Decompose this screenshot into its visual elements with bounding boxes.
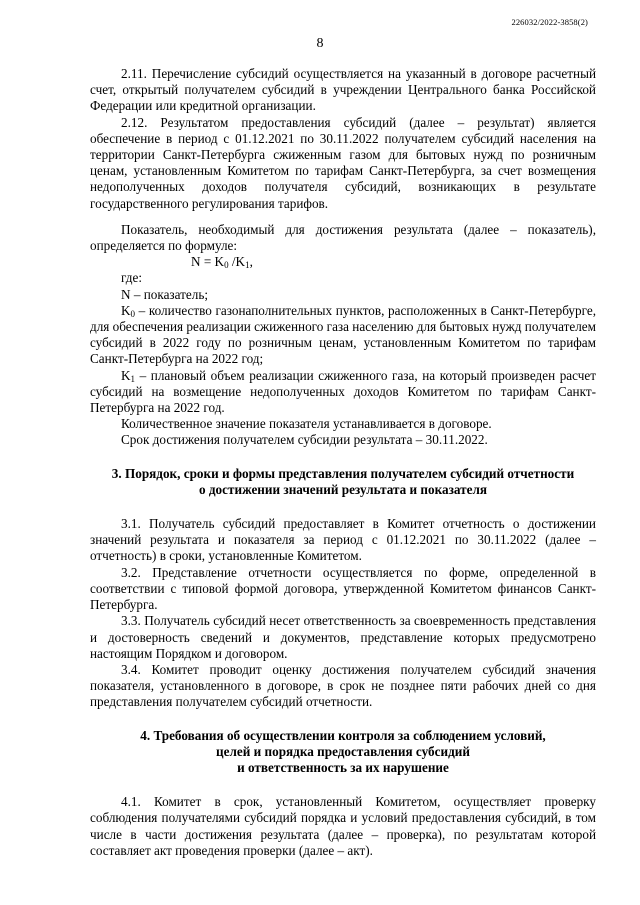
deadline-statement: Срок достижения получателем субсидии результата – 30.11.2022. (121, 432, 488, 448)
section-3-title (90, 466, 596, 498)
formula-end: , (249, 254, 253, 270)
k1-text: – плановый объем реализации сжиженного газа, на который произведен расчет субсидий на возмещение недополученных доходов Комитетом по тарифам Санкт-Петербурга на 2022 год. (90, 367, 596, 416)
section-4-title-line-1: 4. Требования об осуществлении контроля за соблюдением условий, (140, 727, 546, 743)
k1-letter: K (121, 367, 131, 383)
section-4-title-line-3: и ответственность за их нарушение (237, 759, 449, 775)
section-4-title (90, 728, 596, 777)
k0-subscript: 0 (130, 308, 136, 319)
k0-definition (90, 303, 596, 368)
formula-mid: /K (228, 254, 246, 270)
indicator-intro: Показатель, необходимый для достижения результата (далее – показатель), определяется по формуле: (90, 221, 596, 254)
k1-definition (90, 368, 596, 417)
formula-sub-0: 0 (224, 260, 229, 271)
paragraph-3-2: 3.2. Представление отчетности осуществляется по форме, определенной в соответствии с типовой формой договора, утвержденной Комитетом финансов Санкт-Петербурга. (90, 564, 596, 613)
section-4-title-line-2: целей и порядка предоставления субсидий (216, 743, 470, 759)
n-definition: N – показатель; (121, 286, 209, 302)
paragraph-2-11: 2.11. Перечисление субсидий осуществляется на указанный в договоре расчетный счет, открытый получателем субсидий в учреждении Центрального банка Российской Федерации или кредитной организации. (90, 66, 596, 114)
paragraph-3-3: 3.3. Получатель субсидий несет ответственность за своевременность представления и достоверность сведений и документов, представление которых предусмотрено настоящим Порядком и договором. (90, 613, 596, 661)
formula-sub-1: 1 (245, 260, 250, 271)
quantity-statement: Количественное значение показателя устанавливается в договоре. (121, 416, 492, 432)
document-body (90, 66, 596, 859)
paragraph-4-1: 4.1. Комитет в срок, установленный Комитетом, осуществляет проверку соблюдения получателями субсидий порядка и условий предоставления субсидий, в том числе в части достижения результата (далее – проверка), по результатам которой составляет акт проведения проверки (далее – акт). (90, 794, 596, 858)
section-3-title-line-1: 3. Порядок, сроки и формы представления получателем субсидий отчетности (111, 465, 575, 481)
page-number: 8 (316, 36, 324, 51)
section-3-title-line-2: о достижении значений результата и показателя (198, 481, 488, 497)
k0-text: – количество газонаполнительных пунктов, расположенных в Санкт-Петербурге, для обеспечения реализации сжиженного газа населению для бытовых нужд получателем субсидий в 2022 году по розничным ценам, установленным Комитетом по тарифам Санкт-Петербурга на 2022 год; (90, 302, 596, 367)
document-id: 226032/2022-3858(2) (511, 17, 588, 27)
where-label: где: (121, 270, 142, 286)
paragraph-2-12: 2.12. Результатом предоставления субсидий (далее – результат) является обеспечение в период с 01.12.2021 по 30.11.2022 получателем субсидий населения на территории Санкт-Петербурга сжиженным газом для бытовых нужд по розничным ценам, установленным Комитетом по тарифам Санкт-Петербурга, за счет возмещения недополученных доходов получателя субсидий, возникающих в результате государственного регулирования тарифов. (90, 114, 596, 211)
k1-subscript: 1 (130, 373, 136, 384)
formula (90, 254, 596, 270)
paragraph-3-1: 3.1. Получатель субсидий предоставляет в Комитет отчетность о достижении значений результата и показателя за период с 01.12.2021 по 30.11.2022 (далее – отчетность) в сроки, установленные Комитетом. (90, 516, 596, 564)
k0-letter: K (121, 302, 131, 318)
formula-lhs: N = K (191, 254, 225, 270)
paragraph-3-4: 3.4. Комитет проводит оценку достижения получателем субсидий значения показателя, установленного в договоре, в срок не позднее пяти рабочих дней со дня представления получателем субсидий отчетности. (90, 661, 596, 710)
